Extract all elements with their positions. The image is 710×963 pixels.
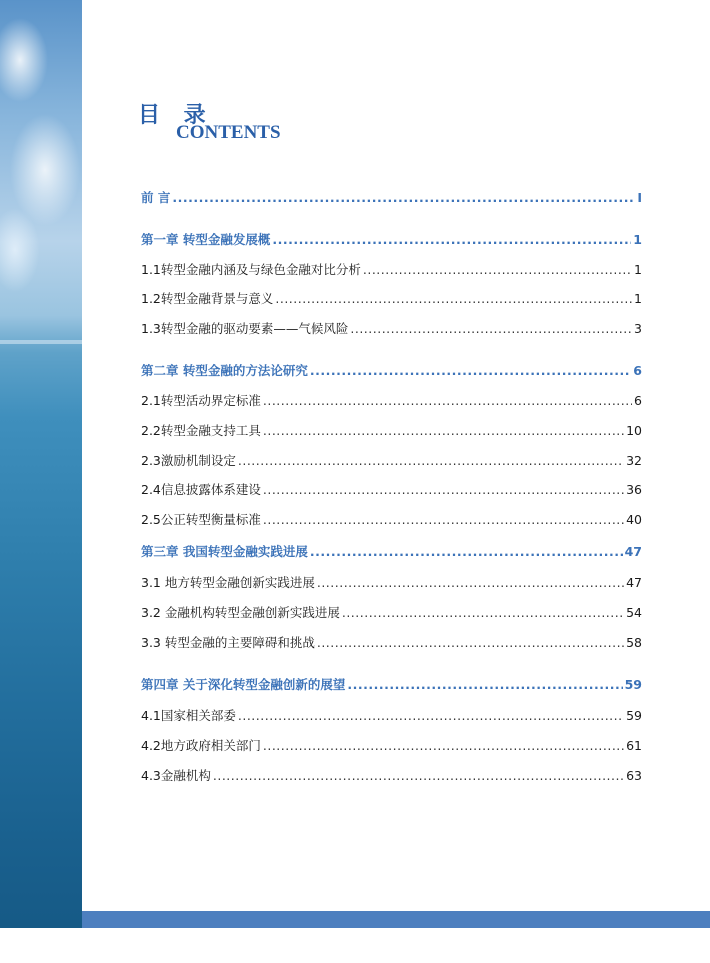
toc-leader-dots bbox=[275, 291, 632, 306]
toc-leader-dots bbox=[317, 575, 624, 590]
toc-page-number: 6 bbox=[633, 363, 642, 378]
toc-leader-dots bbox=[317, 635, 624, 650]
toc-page-number: 1 bbox=[634, 291, 642, 306]
toc-leader-dots bbox=[263, 738, 624, 753]
toc-leader-dots bbox=[213, 768, 624, 783]
toc-page-number: 1 bbox=[634, 262, 642, 277]
toc-entry-label: 第一章 转型金融发展概 bbox=[141, 232, 271, 247]
toc-leader-dots bbox=[172, 190, 635, 205]
toc-entry-label: 第二章 转型金融的方法论研究 bbox=[141, 363, 308, 378]
toc-section-4-1[interactable] bbox=[141, 706, 642, 726]
toc-entry-label: 第四章 关于深化转型金融创新的展望 bbox=[141, 677, 346, 692]
toc-entry-label: 4.1国家相关部委 bbox=[141, 708, 236, 723]
toc-entry-label: 1.1转型金融内涵及与绿色金融对比分析 bbox=[141, 262, 361, 277]
toc-entry-label: 3.3 转型金融的主要障碍和挑战 bbox=[141, 635, 315, 650]
toc-leader-dots bbox=[263, 512, 624, 527]
footer-bar bbox=[82, 911, 710, 928]
toc-entry-label: 第三章 我国转型金融实践进展 bbox=[141, 544, 308, 559]
toc-section-3-3[interactable] bbox=[141, 633, 642, 653]
toc-page-number: 40 bbox=[626, 512, 642, 527]
toc-leader-dots bbox=[263, 393, 632, 408]
toc-entry-label: 2.1转型活动界定标准 bbox=[141, 393, 261, 408]
toc-chapter-1[interactable] bbox=[141, 230, 642, 250]
toc-leader-dots bbox=[310, 363, 631, 378]
toc-page-number: 1 bbox=[633, 232, 642, 247]
toc-page-number: I bbox=[637, 190, 642, 205]
toc-leader-dots bbox=[272, 232, 631, 247]
toc-section-2-1[interactable] bbox=[141, 391, 642, 411]
toc-entry-label: 前 言 bbox=[141, 190, 171, 205]
toc-page-number: 59 bbox=[626, 708, 642, 723]
toc-section-4-2[interactable] bbox=[141, 736, 642, 756]
toc-entry-label: 3.1 地方转型金融创新实践进展 bbox=[141, 575, 315, 590]
toc-entry-label: 4.3金融机构 bbox=[141, 768, 211, 783]
toc-entry-label: 4.2地方政府相关部门 bbox=[141, 738, 261, 753]
page-subtitle: CONTENTS bbox=[176, 122, 281, 143]
toc-page-number: 10 bbox=[626, 423, 642, 438]
horizon-line bbox=[0, 340, 82, 344]
toc-page-number: 58 bbox=[626, 635, 642, 650]
toc-page-number: 63 bbox=[626, 768, 642, 783]
toc-page-number: 47 bbox=[624, 544, 642, 559]
toc-chapter-4[interactable] bbox=[141, 675, 642, 695]
toc-leader-dots bbox=[342, 605, 624, 620]
toc-chapter-3[interactable] bbox=[141, 542, 642, 562]
toc-entry-label: 1.3转型金融的驱动要素——气候风险 bbox=[141, 321, 349, 336]
toc-section-3-2[interactable] bbox=[141, 603, 642, 623]
toc-page-number: 47 bbox=[626, 575, 642, 590]
toc-section-3-1[interactable] bbox=[141, 573, 642, 593]
toc-page-number: 36 bbox=[626, 482, 642, 497]
toc-page-number: 61 bbox=[626, 738, 642, 753]
toc-leader-dots bbox=[310, 544, 623, 559]
toc-entry-label: 2.5公正转型衡量标准 bbox=[141, 512, 261, 527]
toc-leader-dots bbox=[350, 321, 632, 336]
toc-page-number: 32 bbox=[626, 453, 642, 468]
toc-section-2-2[interactable] bbox=[141, 421, 642, 441]
toc-section-1-2[interactable] bbox=[141, 289, 642, 309]
toc-section-2-3[interactable] bbox=[141, 451, 642, 471]
toc-page-number: 59 bbox=[624, 677, 642, 692]
page-title: 目 录 bbox=[138, 103, 214, 128]
toc-leader-dots bbox=[263, 482, 624, 497]
toc-section-1-3[interactable] bbox=[141, 319, 642, 339]
toc-leader-dots bbox=[263, 423, 624, 438]
toc-page-number: 54 bbox=[626, 605, 642, 620]
toc-section-2-4[interactable] bbox=[141, 480, 642, 500]
toc-page-number: 6 bbox=[634, 393, 642, 408]
toc-page-number: 3 bbox=[634, 321, 642, 336]
toc-section-4-3[interactable] bbox=[141, 766, 642, 786]
toc-entry-label: 2.3激励机制设定 bbox=[141, 453, 236, 468]
toc-leader-dots bbox=[238, 453, 624, 468]
toc-preface[interactable] bbox=[141, 188, 642, 208]
sea-sky-image bbox=[0, 0, 82, 928]
toc-section-1-1[interactable] bbox=[141, 260, 642, 280]
toc-leader-dots bbox=[347, 677, 622, 692]
toc-leader-dots bbox=[238, 708, 624, 723]
toc-entry-label: 3.2 金融机构转型金融创新实践进展 bbox=[141, 605, 340, 620]
toc-chapter-2[interactable] bbox=[141, 361, 642, 381]
toc-entry-label: 1.2转型金融背景与意义 bbox=[141, 291, 274, 306]
toc-leader-dots bbox=[363, 262, 632, 277]
toc-section-2-5[interactable] bbox=[141, 510, 642, 530]
toc-entry-label: 2.2转型金融支持工具 bbox=[141, 423, 261, 438]
toc-entry-label: 2.4信息披露体系建设 bbox=[141, 482, 261, 497]
